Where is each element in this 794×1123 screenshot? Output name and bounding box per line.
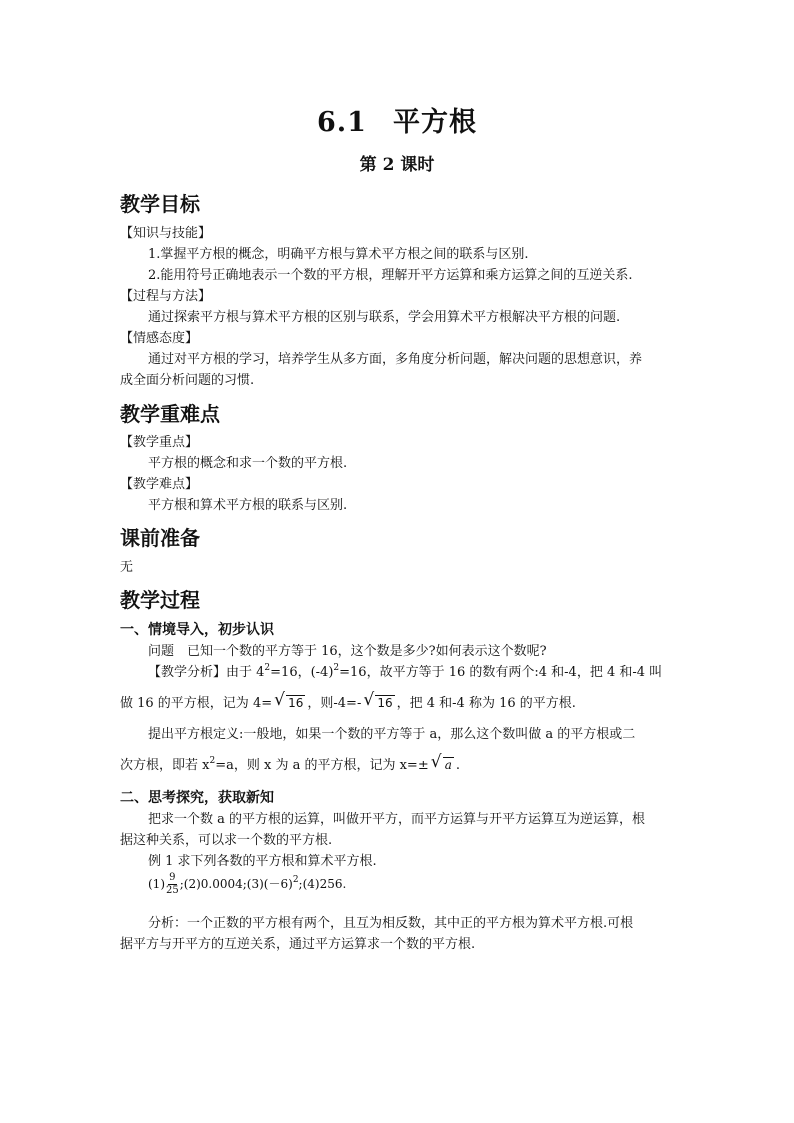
focus-tag: 【教学重点】 <box>120 435 199 450</box>
preparation-heading: 课前准备 <box>120 526 200 550</box>
difficulty-text: 平方根和算术平方根的联系与区别. <box>148 498 348 513</box>
sqrt-symbol: √ 16 <box>363 690 393 710</box>
knowledge-tag: 【知识与技能】 <box>120 226 212 241</box>
part2-para-line1: 把求一个数 a 的平方根的运算，叫做开平方，而平方运算与开平方运算互为逆运算，根 <box>148 812 646 827</box>
objectives-heading: 教学目标 <box>120 192 200 216</box>
sqrt-symbol: √ 16 <box>274 690 304 710</box>
analysis-tag: 【教学分析】 <box>148 665 227 680</box>
page-title <box>0 100 794 139</box>
part2-heading: 二、思考探究，获取新知 <box>120 790 274 806</box>
knowledge-item-1: 1.掌握平方根的概念，明确平方根与算术平方根之间的联系与区别. <box>148 247 529 262</box>
emotion-tag: 【情感态度】 <box>120 331 199 346</box>
knowledge-item-2: 2.能用符号正确地表示一个数的平方根，理解开平方运算和乘方运算之间的互逆关系. <box>148 268 633 283</box>
key-points-heading: 教学重难点 <box>120 402 220 426</box>
preparation-text: 无 <box>120 560 134 575</box>
section-number: 6.1 <box>317 107 367 138</box>
part1-question: 问题 已知一个数的平方等于 16，这个数是多少?如何表示这个数呢? <box>148 644 547 659</box>
process-heading: 教学过程 <box>120 588 200 612</box>
part1-notation-line: 做 16 的平方根，记为 4= √ 16 ，则-4=- √ 16 ，把 4 和-4 称为 16 的平方根. <box>120 690 576 711</box>
section-name: 平方根 <box>392 107 477 138</box>
part1-heading: 一、情境导入，初步认识 <box>120 622 274 638</box>
process-tag: 【过程与方法】 <box>120 289 212 304</box>
emotion-text-line2: 成全面分析问题的习惯. <box>120 373 255 388</box>
definition-line2: 次方根，即若 $x^2=a$，则 x 为 a 的平方根，记为 x=± √ a . <box>120 752 461 773</box>
part2-para-line2: 据这种关系，可以求一个数的平方根. <box>120 833 333 848</box>
definition-line1: 提出平方根定义:一般地，如果一个数的平方等于 a，那么这个数叫做 a 的平方根或二 <box>148 727 636 742</box>
part1-analysis: 【教学分析】由于 $4^2=16$，$(-4)^2=16$，故平方等于 16 的数有两个:4 和-4，把 4 和-4 叫 <box>148 663 663 680</box>
part2-analysis-line2: 据平方与开平方的互逆关系，通过平方运算求一个数的平方根. <box>120 937 476 952</box>
part2-analysis-line1: 分析：一个正数的平方根有两个，且互为相反数，其中正的平方根为算术平方根.可根 <box>148 916 634 931</box>
focus-text: 平方根的概念和求一个数的平方根. <box>148 456 348 471</box>
example-1: 例 1 求下列各数的平方根和算术平方根. <box>148 854 377 869</box>
difficulty-tag: 【教学难点】 <box>120 477 199 492</box>
fraction: $\frac{9}{25}$ <box>166 872 179 896</box>
example-1-list: (1) $\frac{9}{25}$ $;(2)0.0004;(3)(-6)^2;(4)256$. <box>148 872 347 896</box>
sqrt-symbol: √ a <box>430 752 452 772</box>
process-text: 通过探索平方根与算术平方根的区别与联系，学会用算术平方根解决平方根的问题. <box>148 310 621 325</box>
emotion-text-line1: 通过对平方根的学习，培养学生从多方面，多角度分析问题，解决问题的思想意识，养 <box>148 352 643 367</box>
page-subtitle: 第 2 课时 <box>359 155 435 175</box>
